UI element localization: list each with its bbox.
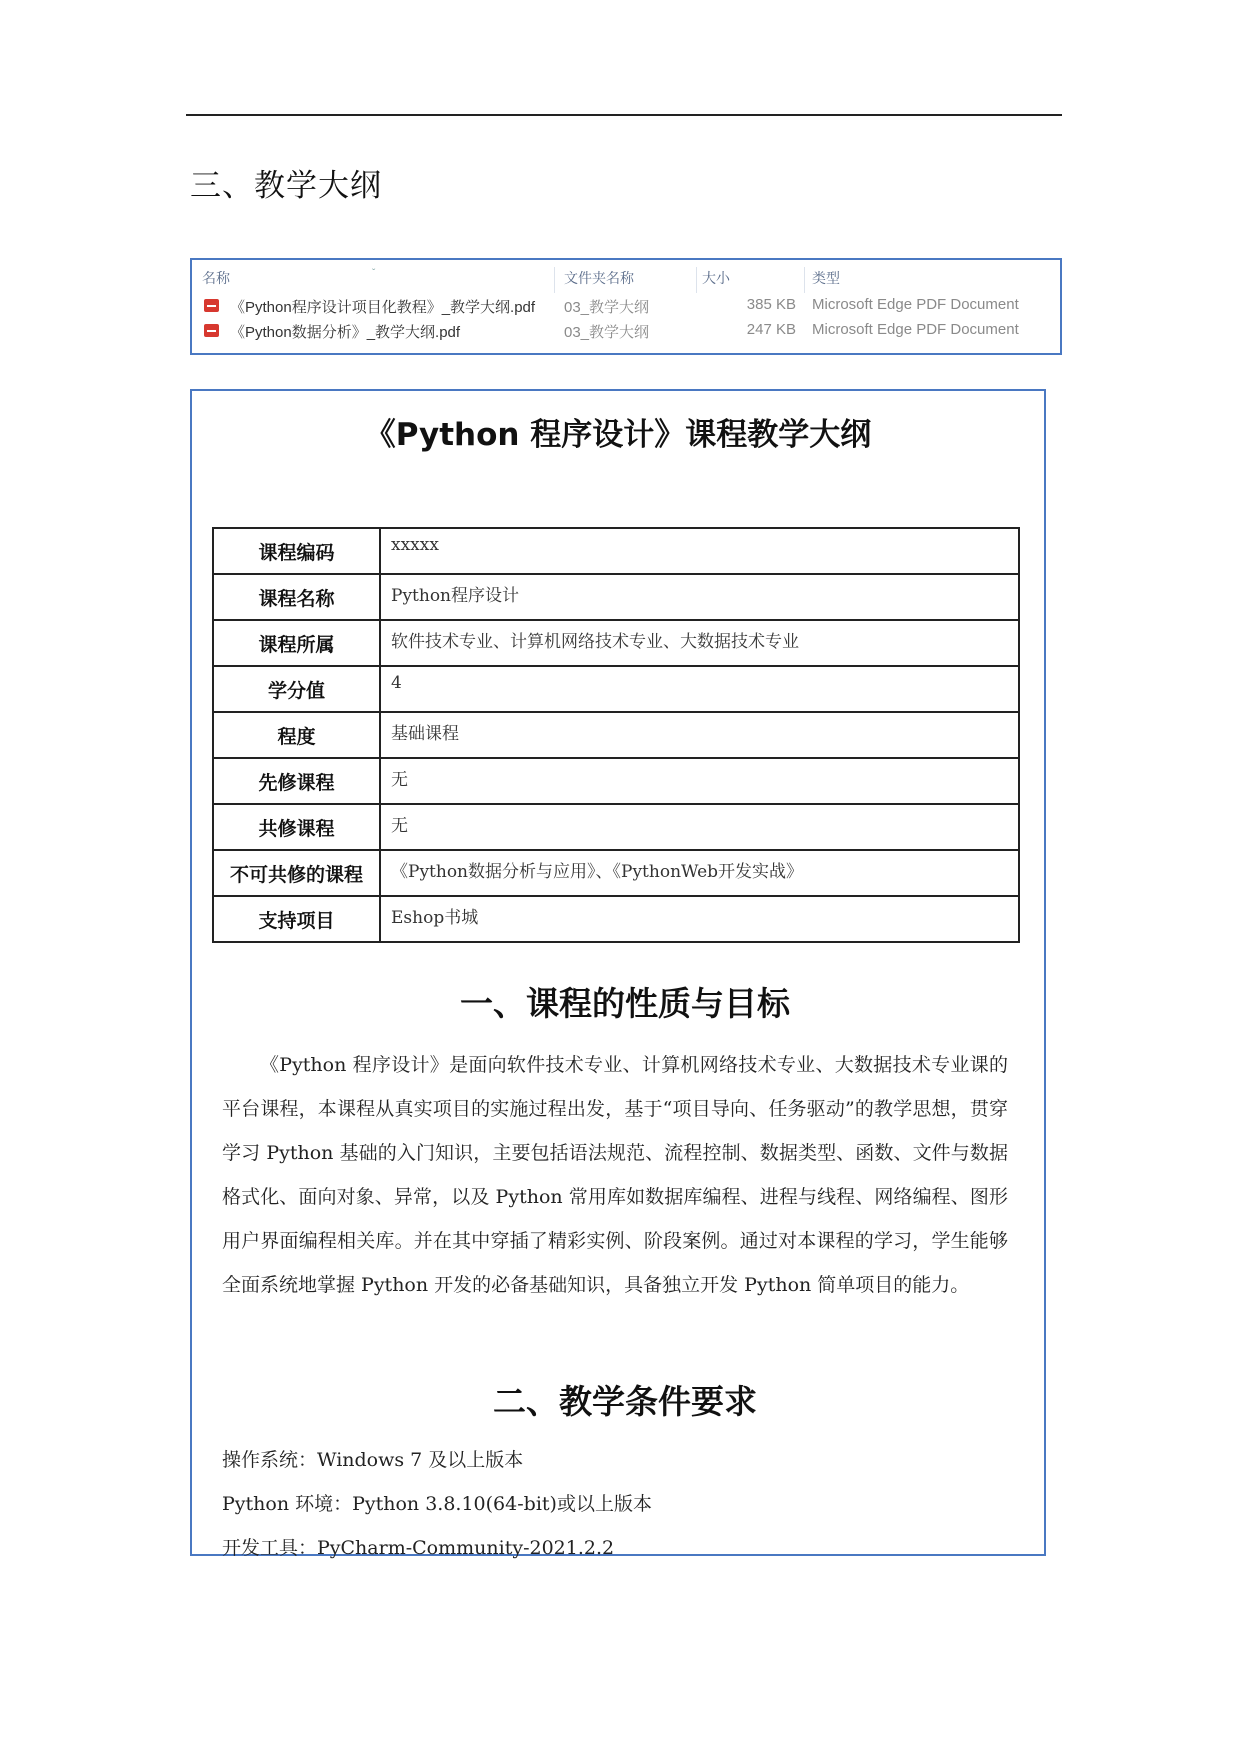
row-label: 共修课程 [213,804,380,850]
table-row [213,850,1019,896]
row-value: Python程序设计 [380,574,1019,620]
table-row [213,620,1019,666]
file-explorer-panel [190,258,1062,355]
document-preview [190,389,1046,1559]
file-name: 《Python程序设计项目化教程》_教学大纲.pdf [230,299,536,316]
row-label: 学分值 [213,666,380,712]
top-rule [186,114,1062,116]
row-label: 先修课程 [213,758,380,804]
row-value: 4 [380,666,1019,712]
column-header-size[interactable]: 大小 [702,270,730,286]
file-row[interactable] [192,319,1060,343]
row-label: 课程编码 [213,528,380,574]
section-body-nature-goals: 《Python 程序设计》是面向软件技术专业、计算机网络技术专业、大数据技术专业课的平台课程，本课程从真实项目的实施过程出发，基于“项目导向、任务驱动”的教学思想，贯穿学习 Python 基础的入门知识，主要包括语法规范、流程控制、数据类型、函数、文件与数据格式化、面向对象、异常，以及 Python 常用库如数据库编程、进程与线程、网络编程、图形用户界面编程相关库。并在其中穿插了精彩实例、阶段案例。通过对本课程的学习，学生能够全面系统地掌握 Python 开发的必备基础知识，具备独立开发 Python 简单项目的能力。 [222,1054,1008,1296]
file-type: Microsoft Edge PDF Document [812,296,1019,313]
document-title: 《Python 程序设计》课程教学大纲 [364,417,872,453]
row-value: 无 [380,758,1019,804]
row-value: 《Python数据分析与应用》、《PythonWeb开发实战》 [380,850,1019,896]
section-title-requirements: 二、教学条件要求 [493,1382,757,1421]
sort-caret-icon[interactable]: ˇ [372,268,376,279]
row-label: 程度 [213,712,380,758]
row-label: 课程所属 [213,620,380,666]
section-heading: 三、教学大纲 [190,168,382,204]
row-value: 软件技术专业、计算机网络技术专业、大数据技术专业 [380,620,1019,666]
table-row [213,574,1019,620]
row-value: 基础课程 [380,712,1019,758]
table-row [213,666,1019,712]
table-row [213,896,1019,942]
file-folder: 03_教学大纲 [564,299,650,316]
requirement-dev-tool: 开发工具：PyCharm-Community-2021.2.2 [222,1537,615,1559]
section-title-nature-goals: 一、课程的性质与目标 [460,984,790,1023]
file-name: 《Python数据分析》_教学大纲.pdf [230,324,461,341]
course-info-table [212,527,1020,943]
table-row [213,758,1019,804]
file-size: 247 KB [746,321,796,338]
row-label: 不可共修的课程 [213,850,380,896]
row-label: 课程名称 [213,574,380,620]
requirement-os: 操作系统：Windows 7 及以上版本 [222,1449,524,1471]
pdf-icon [204,324,219,337]
file-folder: 03_教学大纲 [564,324,650,341]
row-value: 无 [380,804,1019,850]
file-row[interactable] [192,294,1060,318]
requirement-python-env: Python 环境：Python 3.8.10(64-bit)或以上版本 [222,1493,652,1515]
file-type: Microsoft Edge PDF Document [812,321,1019,338]
pdf-icon [204,299,219,312]
column-header-type[interactable]: 类型 [812,270,840,286]
row-value: Eshop书城 [380,896,1019,942]
table-row [213,528,1019,574]
column-header-folder[interactable]: 文件夹名称 [564,270,634,286]
column-header-name[interactable]: 名称 [202,270,230,286]
row-label: 支持项目 [213,896,380,942]
file-size: 385 KB [746,296,796,313]
row-value: xxxxx [380,528,1019,574]
table-row [213,712,1019,758]
file-list-header [192,265,1060,287]
table-row [213,804,1019,850]
